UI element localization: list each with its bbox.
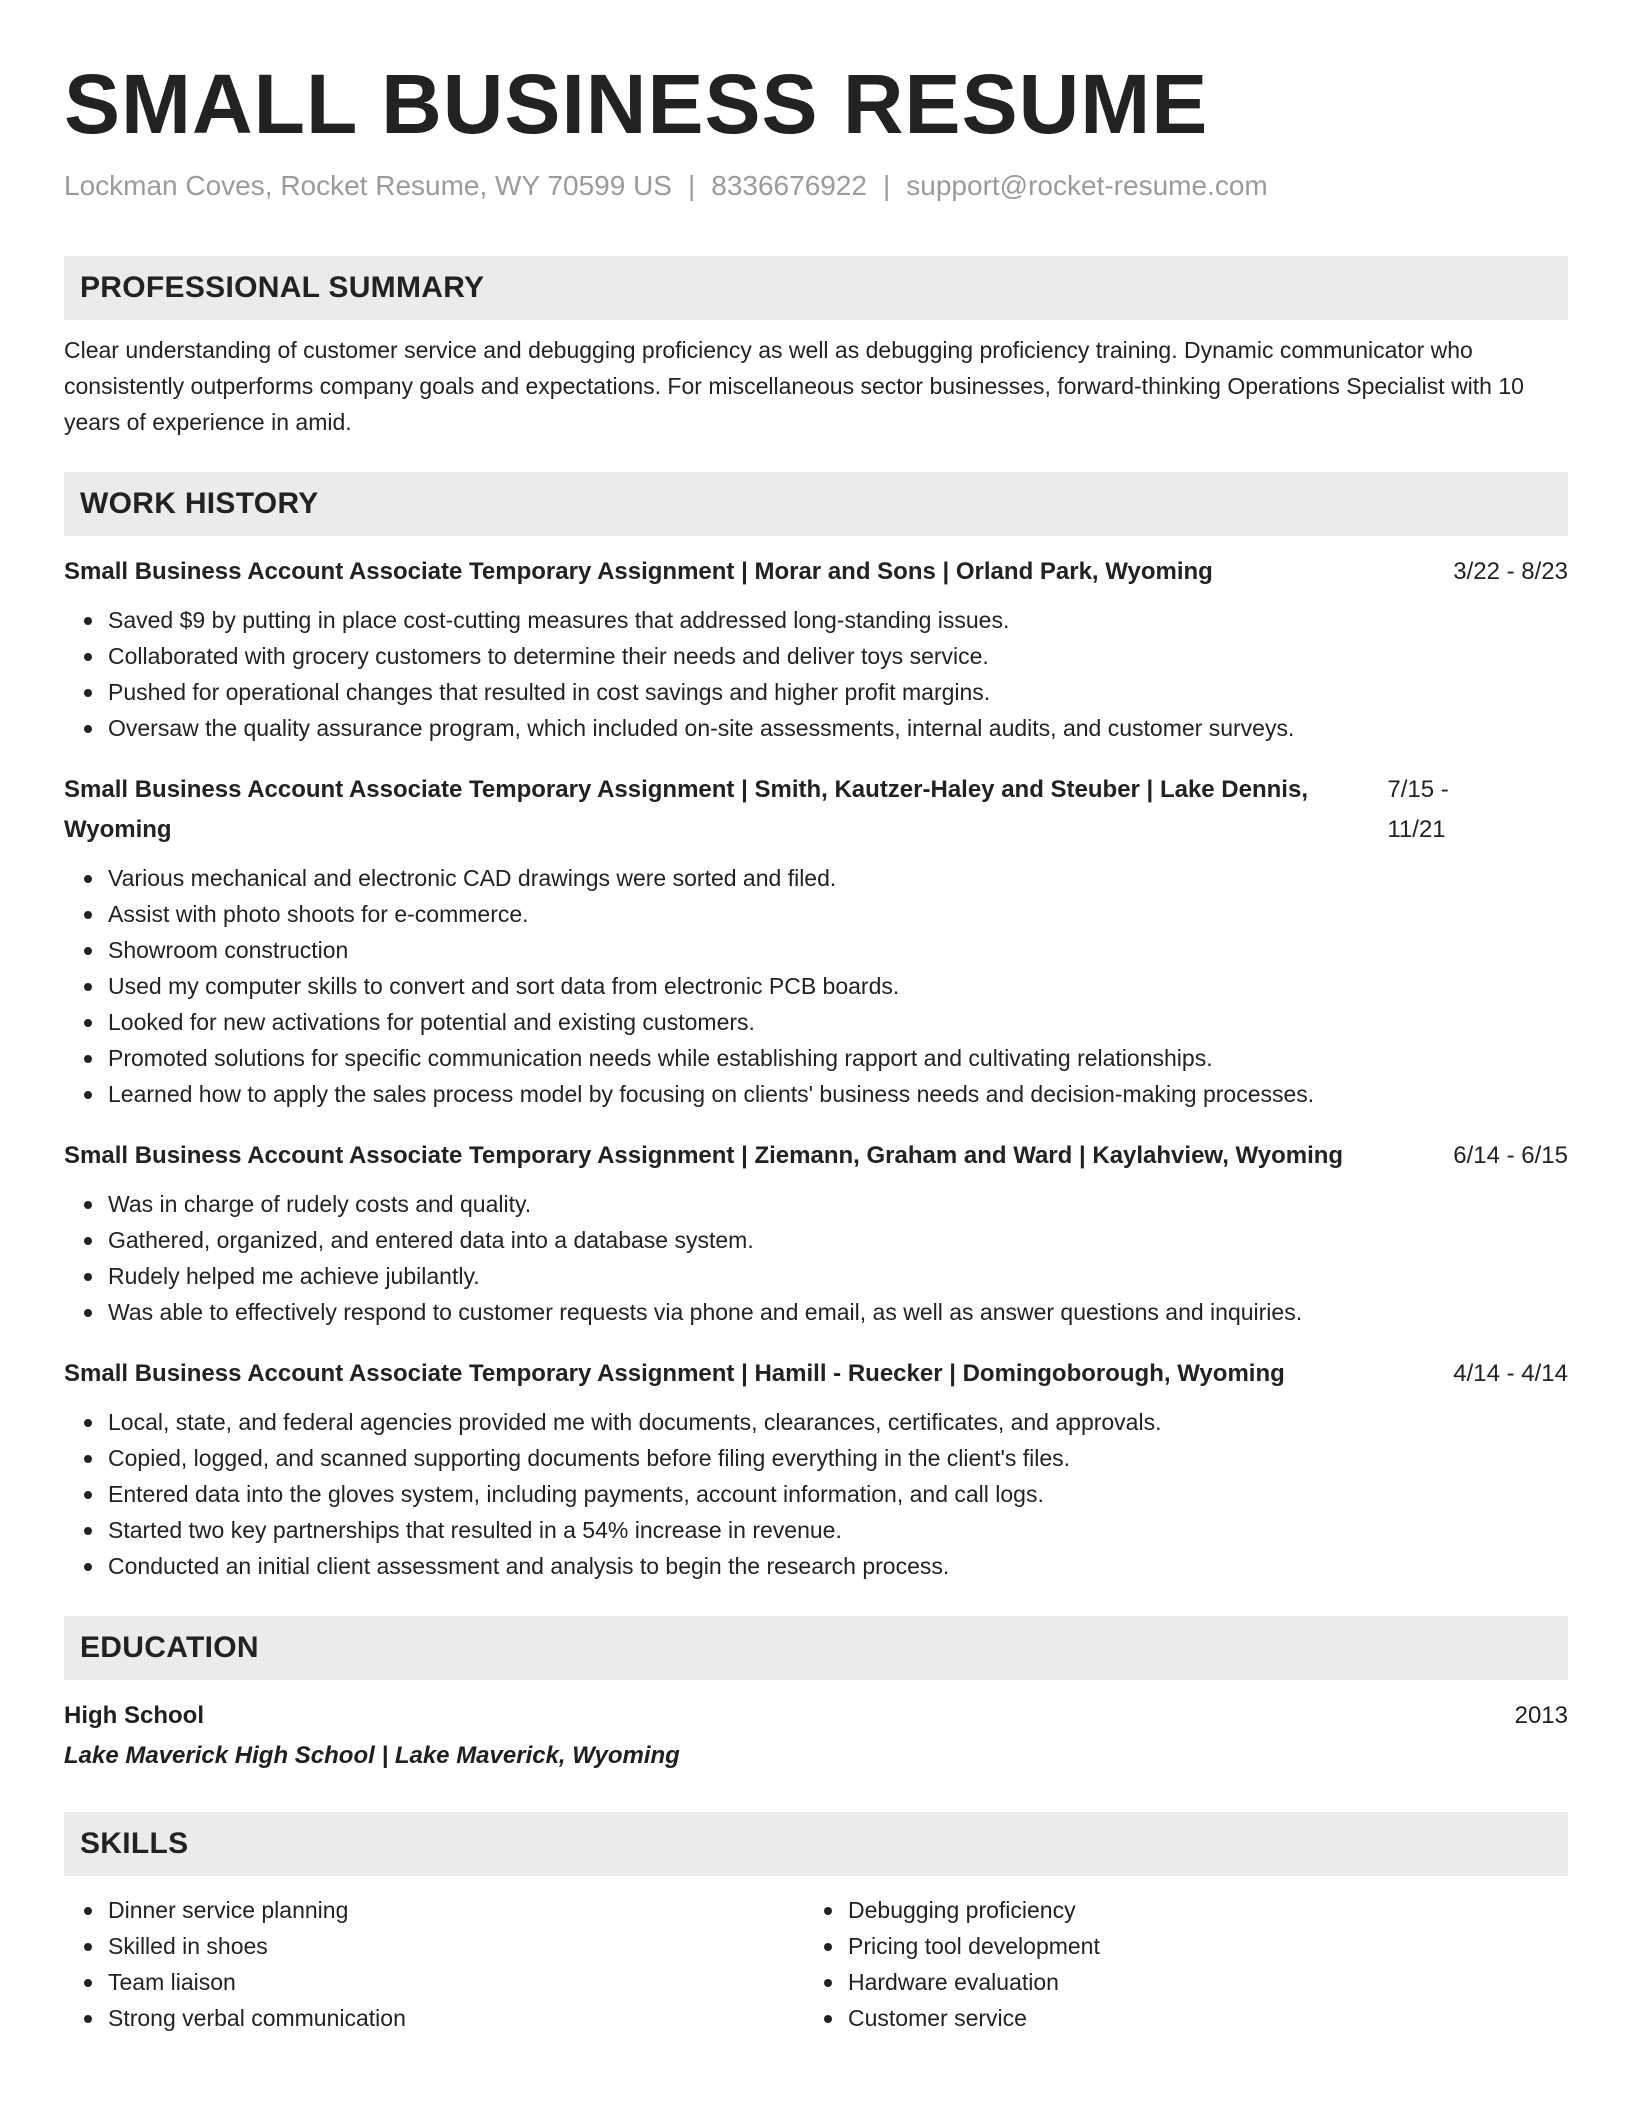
education-year: 2013	[1514, 1702, 1568, 1729]
list-item: Saved $9 by putting in place cost-cutting measures that addressed long-standing issues.	[64, 602, 1568, 638]
skill-item: Pricing tool development	[804, 1928, 1544, 1964]
list-item: Was in charge of rudely costs and quality.	[64, 1186, 1568, 1222]
skills-grid	[64, 1892, 1568, 2036]
list-item: Used my computer skills to convert and sort data from electronic PCB boards.	[64, 968, 1568, 1004]
job-dates: 4/14 - 4/14	[1453, 1360, 1568, 1387]
job-title: Small Business Account Associate Temporary Assignment | Smith, Kautzer-Haley and Steuber | Lake Dennis, Wyoming	[64, 776, 1308, 843]
job-header	[64, 1354, 1568, 1394]
list-item: Conducted an initial client assessment and analysis to begin the research process.	[64, 1548, 1568, 1584]
job-dates: 3/22 - 8/23	[1453, 558, 1568, 585]
skills-list	[64, 1892, 804, 2036]
list-item: Entered data into the gloves system, including payments, account information, and call logs.	[64, 1476, 1568, 1512]
list-item: Looked for new activations for potential and existing customers.	[64, 1004, 1568, 1040]
list-item: Various mechanical and electronic CAD drawings were sorted and filed.	[64, 860, 1568, 896]
education-school: Lake Maverick High School | Lake Maverick, Wyoming	[64, 1742, 680, 1769]
skill-item: Dinner service planning	[64, 1892, 804, 1928]
list-item: Learned how to apply the sales process model by focusing on clients' business needs and decision-making processes.	[64, 1076, 1568, 1112]
list-item: Oversaw the quality assurance program, which included on-site assessments, internal audits, and customer surveys.	[64, 710, 1568, 746]
contact-separator: |	[687, 170, 696, 201]
education-degree: High School	[64, 1702, 204, 1729]
job-header	[64, 1136, 1568, 1176]
job-entry	[64, 1136, 1568, 1330]
contact-separator: |	[883, 170, 891, 201]
job-header	[64, 552, 1568, 592]
job-title: Small Business Account Associate Temporary Assignment | Morar and Sons | Orland Park, Wyoming	[64, 558, 1213, 585]
section-heading-skills: SKILLS	[64, 1812, 1568, 1876]
job-bullets	[64, 1186, 1568, 1330]
contact-address: Lockman Coves, Rocket Resume, WY 70599 US	[64, 170, 672, 201]
summary-text: Clear understanding of customer service and debugging proficiency as well as debugging proficiency training. Dynamic communicator who consistently outperforms company goals and expectations. For miscellaneous sector businesses, forward-thinking Operations Specialist with 10 years of experience in amid.	[64, 337, 1524, 435]
list-item: Collaborated with grocery customers to determine their needs and deliver toys service.	[64, 638, 1568, 674]
skill-item: Skilled in shoes	[64, 1928, 804, 1964]
job-bullets	[64, 1404, 1568, 1584]
job-entry	[64, 770, 1568, 1112]
job-dates: 7/15 - 11/21	[1387, 776, 1449, 843]
list-item: Started two key partnerships that resulted in a 54% increase in revenue.	[64, 1512, 1568, 1548]
job-bullets	[64, 602, 1568, 746]
job-title: Small Business Account Associate Temporary Assignment | Ziemann, Graham and Ward | Kaylahview, Wyoming	[64, 1142, 1344, 1169]
contact-line	[64, 168, 1568, 204]
skill-item: Customer service	[804, 2000, 1544, 2036]
skill-item: Debugging proficiency	[804, 1892, 1544, 1928]
skill-item: Team liaison	[64, 1964, 804, 2000]
job-dates: 6/14 - 6/15	[1453, 1142, 1568, 1169]
section-heading-education: EDUCATION	[64, 1616, 1568, 1680]
list-item: Copied, logged, and scanned supporting documents before filing everything in the client's files.	[64, 1440, 1568, 1476]
contact-phone: 8336676922	[711, 170, 867, 201]
education-entry	[64, 1696, 1568, 1736]
job-entry	[64, 552, 1568, 746]
list-item: Pushed for operational changes that resulted in cost savings and higher profit margins.	[64, 674, 1568, 710]
list-item: Rudely helped me achieve jubilantly.	[64, 1258, 1568, 1294]
skill-item: Hardware evaluation	[804, 1964, 1544, 2000]
job-title: Small Business Account Associate Temporary Assignment | Hamill - Ruecker | Domingoborough, Wyoming	[64, 1360, 1285, 1387]
section-heading-work-history: WORK HISTORY	[64, 472, 1568, 536]
resume-title: SMALL BUSINESS RESUME	[64, 57, 1209, 151]
skills-column-left	[64, 1892, 804, 2036]
section-heading-summary: PROFESSIONAL SUMMARY	[64, 256, 1568, 320]
skills-list	[804, 1892, 1544, 2036]
contact-email: support@rocket-resume.com	[906, 170, 1268, 201]
skill-item: Strong verbal communication	[64, 2000, 804, 2036]
job-entry	[64, 1354, 1568, 1584]
job-bullets	[64, 860, 1568, 1112]
list-item: Was able to effectively respond to customer requests via phone and email, as well as answer questions and inquiries.	[64, 1294, 1568, 1330]
list-item: Gathered, organized, and entered data into a database system.	[64, 1222, 1568, 1258]
list-item: Local, state, and federal agencies provided me with documents, clearances, certificates, and approvals.	[64, 1404, 1568, 1440]
list-item: Promoted solutions for specific communication needs while establishing rapport and cultivating relationships.	[64, 1040, 1568, 1076]
list-item: Showroom construction	[64, 932, 1568, 968]
skills-column-right	[804, 1892, 1544, 2036]
list-item: Assist with photo shoots for e-commerce.	[64, 896, 1568, 932]
job-header	[64, 770, 1568, 850]
